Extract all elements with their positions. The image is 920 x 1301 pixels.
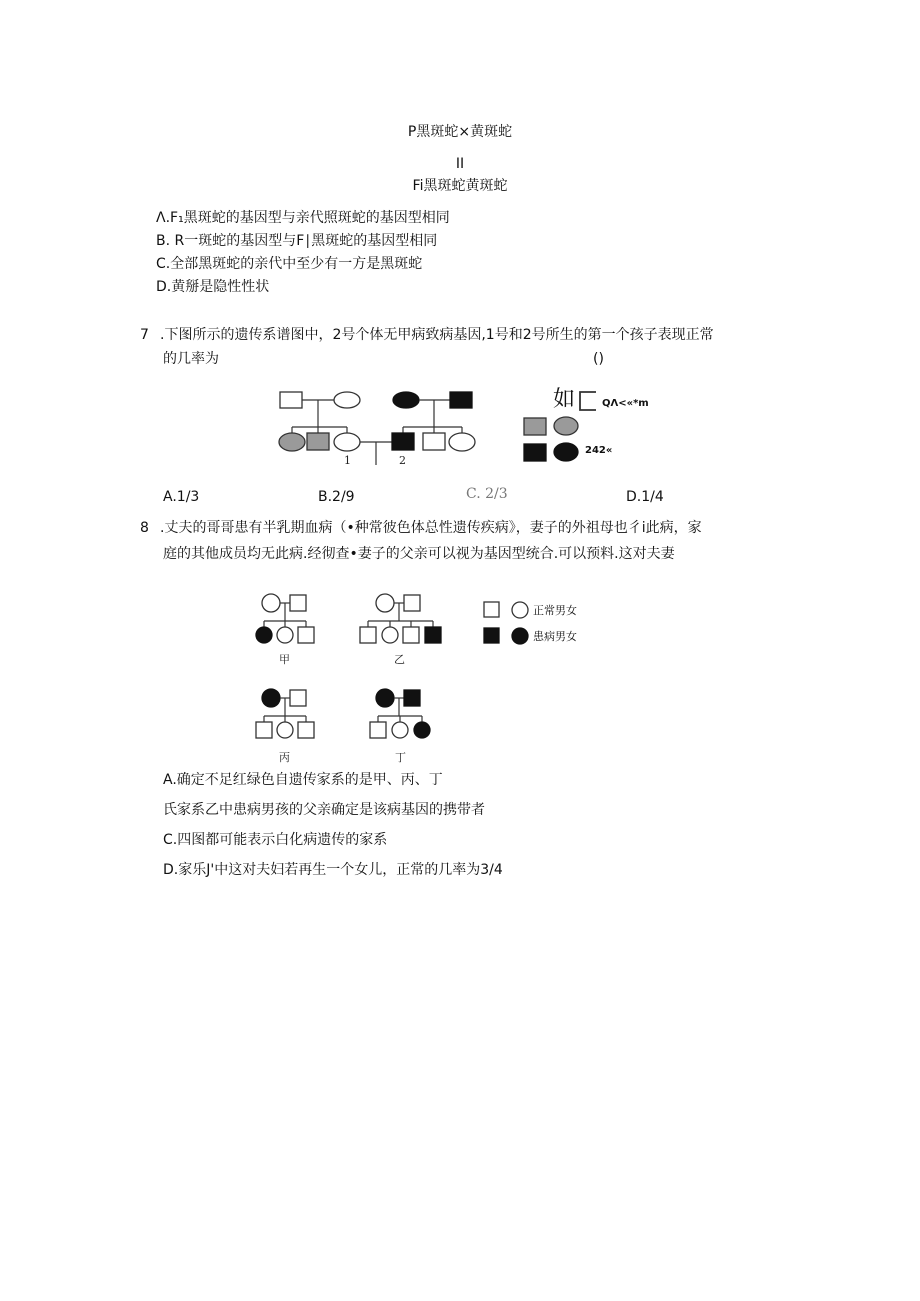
- q7-number: 7: [140, 327, 149, 343]
- q7-legend-black-circle: [554, 443, 578, 461]
- q7-legend-bracket: [578, 391, 598, 411]
- q7-answer-paren: (): [593, 351, 604, 367]
- q8-number: 8: [140, 520, 149, 536]
- q6-option-c: C.全部黑斑蛇的亲代中至少有一方是黑斑蛇: [156, 256, 423, 272]
- q7-label-1: 1: [344, 454, 351, 467]
- q8-label-bing: 丙: [279, 751, 290, 764]
- q7-stem-line2: 的几率为: [163, 351, 219, 367]
- q8-legend-normal-male: [484, 602, 499, 617]
- q7-ii-male-right: [423, 433, 445, 450]
- q8-option-b: 氏家系乙中患病男孩的父亲确定是该病基因的携带者: [163, 802, 485, 818]
- q7-i-female-right: [393, 392, 419, 408]
- q8-pedigree-jia: [250, 590, 320, 670]
- q8-stem-line1: .丈夫的哥哥患有半乳期血病（•种常彼色体总性遗传疾病》，妻子的外祖母也彳i此病，家: [160, 520, 702, 536]
- q7-ii-female-right: [449, 433, 475, 451]
- q7-i-male-right: [450, 392, 472, 408]
- q7-pedigree: [270, 385, 490, 470]
- q7-ii-female-gray: [279, 433, 305, 451]
- q7-option-d: D.1/4: [626, 489, 664, 505]
- q8-pedigree-yi: [353, 590, 448, 670]
- q6-option-b: B. R一斑蛇的基因型与F∣黑斑蛇的基因型相同: [156, 233, 438, 249]
- q7-option-c: C. 2/3: [466, 486, 508, 502]
- q8-legend-normal-female: [512, 602, 528, 618]
- q7-option-b: B.2/9: [318, 489, 355, 505]
- q8-stem-line2: 庭的其他成员均无此病.经彻查•妻子的父亲可以视为基因型统合.可以预料.这对夫妻: [163, 546, 675, 562]
- q7-legend-gray-circle: [554, 417, 578, 435]
- q7-legend-code: QΛ<«*m: [602, 398, 649, 409]
- q6-option-a: Λ.F₁黑斑蛇的基因型与亲代照斑蛇的基因型相同: [156, 210, 450, 226]
- q7-option-a: A.1/3: [163, 489, 200, 505]
- q7-ii-male-2: [392, 433, 414, 450]
- q7-ii-male-gray: [307, 433, 329, 450]
- q8-legend-normal-label: 正常男女: [533, 604, 577, 617]
- q8-legend-symbols: [482, 600, 532, 650]
- q7-label-2: 2: [399, 454, 406, 467]
- q7-i-female-left: [334, 392, 360, 408]
- q7-legend-symbols: [522, 416, 582, 466]
- q8-legend-affected-female: [512, 628, 528, 644]
- q8-option-a: A.确定不足红绿色自遗传家系的是甲、丙、丁: [163, 772, 443, 788]
- q8-pedigree-bing: [250, 685, 320, 767]
- q8-option-d: D.家乐J'中这对夫妇若再生一个女儿，正常的几率为3/4: [163, 862, 503, 878]
- cross-arrow: II: [455, 156, 465, 172]
- cross-parents: P黑斑蛇×黄斑蛇: [407, 124, 513, 140]
- cross-offspring: Fi黑斑蛇黄斑蛇: [412, 178, 508, 194]
- q8-pedigree-ding: [364, 685, 439, 767]
- q7-legend-black-square: [524, 444, 546, 461]
- q7-i-male-left: [280, 392, 302, 408]
- q7-ii-female-1: [334, 433, 360, 451]
- q8-legend-affected-male: [484, 628, 499, 643]
- q8-option-c: C.四图都可能表示白化病遗传的家系: [163, 832, 388, 848]
- q8-legend-affected-label: 患病男女: [533, 630, 577, 643]
- q7-legend-gray-square: [524, 418, 546, 435]
- q7-legend-title: 如: [553, 387, 576, 412]
- q8-label-ding: 丁: [395, 751, 406, 764]
- q7-legend-num: 242«: [585, 445, 613, 456]
- q7-stem-line1: .下图所示的遗传系谱图中，2号个体无甲病致病基因,1号和2号所生的第一个孩子表现正常: [160, 327, 714, 343]
- q8-label-jia: 甲: [279, 653, 290, 666]
- q6-option-d: D.黄掰是隐性性状: [156, 279, 270, 295]
- q8-label-yi: 乙: [394, 653, 405, 666]
